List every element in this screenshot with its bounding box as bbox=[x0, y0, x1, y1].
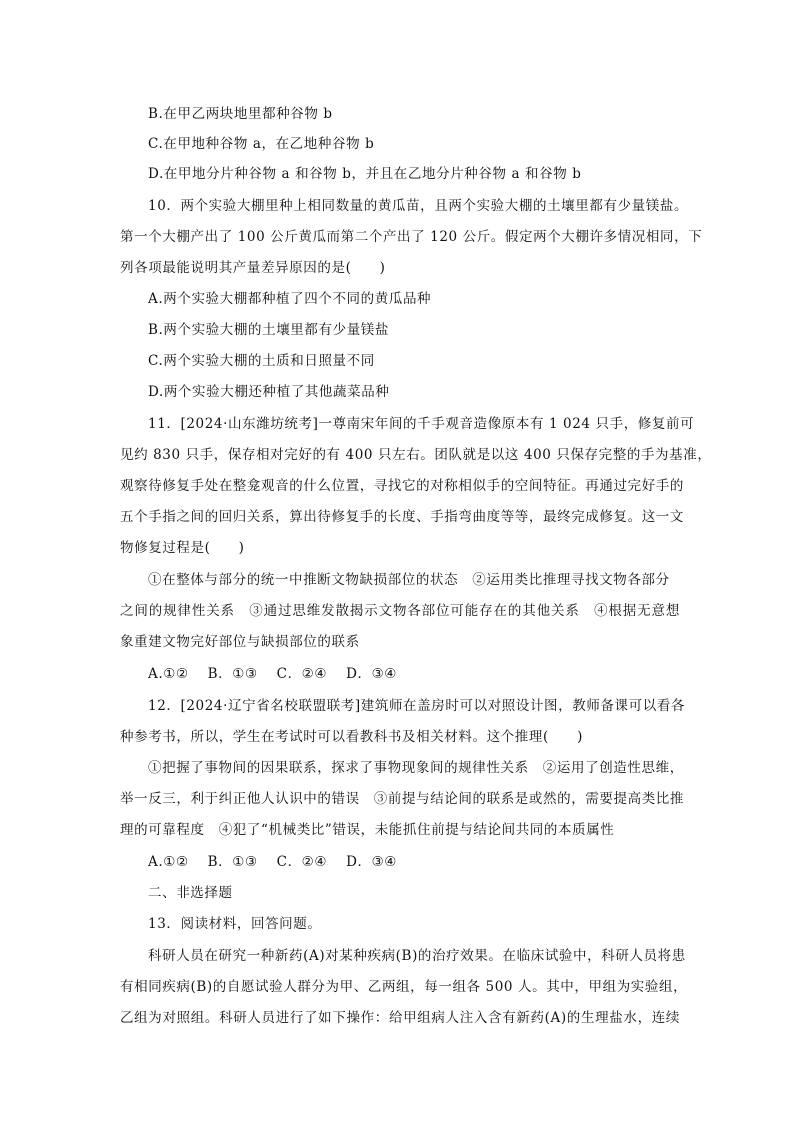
text-line: 13．阅读材料，回答问题。 bbox=[148, 916, 322, 932]
text-line: 第一个大棚产出了 100 公斤黄瓜而第二个产出了 120 公斤。假定两个大棚许多情况相同，下 bbox=[120, 229, 703, 245]
text-line: C.两个实验大棚的土质和日照量不同 bbox=[148, 353, 375, 369]
text-line: 种参考书，所以，学生在考试时可以看教科书及相关材料。这个推理( ) bbox=[120, 729, 583, 745]
text-line: A.①② B．①③ C．②④ D．③④ bbox=[148, 854, 398, 870]
text-line: B.在甲乙两块地里都种谷物 b bbox=[148, 106, 333, 122]
text-line: A.①② B．①③ C．②④ D．③④ bbox=[148, 666, 398, 682]
text-line: 乙组为对照组。科研人员进行了如下操作：给甲组病人注入含有新药(A)的生理盐水，连续 bbox=[120, 1010, 680, 1026]
text-line: D.在甲地分片种谷物 a 和谷物 b，并且在乙地分片种谷物 a 和谷物 b bbox=[148, 166, 582, 182]
text-line: ①在整体与部分的统一中推断文物缺损部位的状态 ②运用类比推理寻找文物各部分 bbox=[148, 572, 670, 588]
text-line: 10．两个实验大棚里种上相同数量的黄瓜苗，且两个实验大棚的土壤里都有少量镁盐。 bbox=[148, 198, 689, 214]
text-line: B.两个实验大棚的土壤里都有少量镁盐 bbox=[148, 322, 390, 338]
text-line: 见约 830 只手，保存相对完好的有 400 只左右。团队就是以这 400 只保存完整的手为基准， bbox=[120, 447, 712, 463]
text-line: A.两个实验大棚都种植了四个不同的黄瓜品种 bbox=[148, 291, 432, 307]
text-line: 之间的规律性关系 ③通过思维发散揭示文物各部位可能存在的其他关系 ④根据无意想 bbox=[120, 603, 680, 619]
text-line: 举一反三，利于纠正他人认识中的错误 ③前提与结论间的联系是或然的，需要提高类比推 bbox=[120, 791, 684, 807]
text-line: 有相同疾病(B)的自愿试验人群分为甲、乙两组，每一组各 500 人。其中，甲组为实验组， bbox=[120, 979, 688, 995]
text-line: D.两个实验大棚还种植了其他蔬菜品种 bbox=[148, 384, 390, 400]
text-line: 五个手指之间的回归关系，算出待修复手的长度、手指弯曲度等等，最终完成修复。这一文 bbox=[120, 509, 684, 525]
text-line: 理的可靠程度 ④犯了“机械类比”错误，未能抓住前提与结论间共同的本质属性 bbox=[120, 822, 615, 838]
text-line: 12．[2024·辽宁省名校联盟联考]建筑师在盖房时可以对照设计图，教师备课可以看各 bbox=[148, 698, 686, 714]
text-line: 物修复过程是( ) bbox=[120, 540, 245, 556]
text-line: 二、非选择题 bbox=[148, 885, 233, 901]
text-line: 象重建文物完好部位与缺损部位的联系 bbox=[120, 634, 360, 650]
text-line: C.在甲地种谷物 a，在乙地种谷物 b bbox=[148, 136, 375, 152]
text-line: 科研人员在研究一种新药(A)对某种疾病(B)的治疗效果。在临床试验中，科研人员将患 bbox=[148, 948, 686, 964]
text-line: ①把握了事物间的因果联系，探求了事物现象间的规律性关系 ②运用了创造性思维， bbox=[148, 760, 684, 776]
text-line: 列各项最能说明其产量差异原因的是( ) bbox=[120, 260, 386, 276]
text-line: 11．[2024·山东潍坊统考]一尊南宋年间的千手观音造像原本有 1 024 只手，修复前可 bbox=[148, 416, 695, 432]
text-line: 观察待修复手处在整龛观音的什么位置，寻找它的对称相似手的空间特征。再通过完好手的 bbox=[120, 478, 684, 494]
